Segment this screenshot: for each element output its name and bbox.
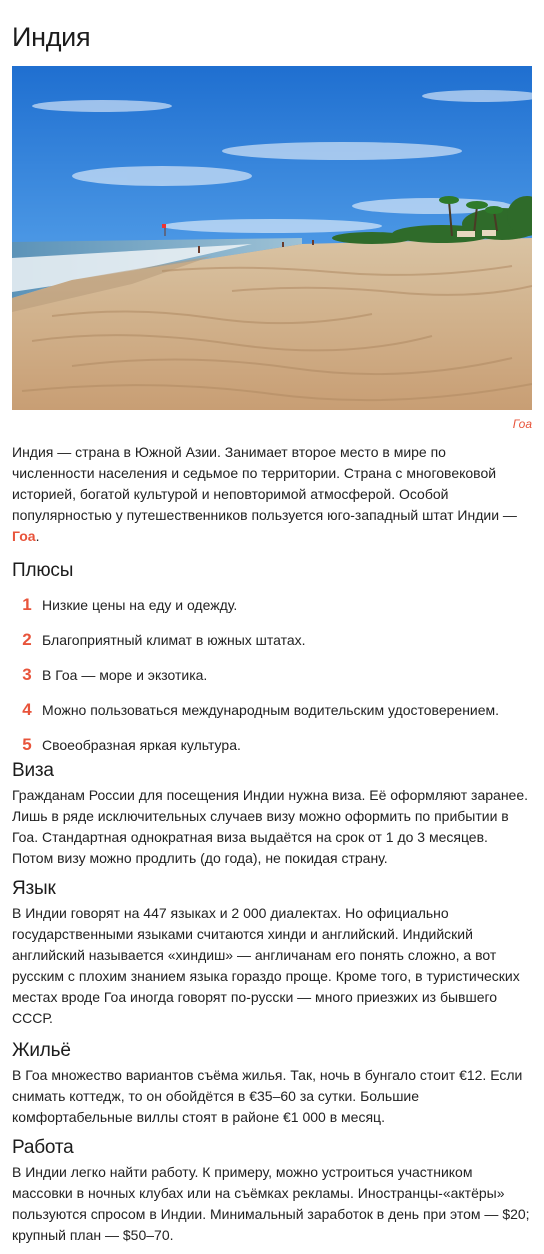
intro-text-end: . (35, 528, 40, 544)
intro-text: Индия — страна в Южной Азии. Занимает второе место в мире по численности населения и седьмое по территории. Страна с многовековой историей, богатой культурой и неповторимой атмосферой. Особой популярностью у путешественников пользуется юго-западный штат Индии — (12, 444, 517, 523)
list-item-text: Своеобразная яркая культура. (42, 736, 241, 753)
list-number: 5 (22, 734, 32, 754)
list-item (12, 657, 532, 692)
list-item (12, 692, 532, 727)
pluses-heading: Плюсы (12, 560, 74, 581)
photo-caption: Гоа (512, 417, 532, 431)
list-number: 3 (22, 664, 32, 684)
list-item (12, 622, 532, 657)
housing-heading: Жильё (12, 1040, 71, 1061)
list-item-text: Благоприятный климат в южных штатах. (42, 631, 306, 648)
work-paragraph: В Индии легко найти работу. К примеру, можно устроиться участником массовки в ночных клубах или на съёмках рекламы. Иностранцы-«актёры» пользуются спросом в Индии. Минимальный заработок в день при этом — $20; крупный план — $50–70. (12, 1164, 530, 1243)
list-item-text: Низкие цены на еду и одежду. (42, 596, 238, 613)
list-item-text: В Гоа — море и экзотика. (42, 666, 208, 683)
beach-photo (12, 66, 532, 410)
list-item (12, 727, 532, 762)
visa-heading: Виза (12, 760, 54, 781)
goa-link[interactable]: Гоа (12, 528, 36, 544)
page-title: Индия (12, 22, 91, 52)
language-paragraph: В Индии говорят на 447 языках и 2 000 диалектах. Но официально государственными языками считаются хинди и английский. Индийский английский называется «хиндиш» — англичанам его понять сложно, а вот русским с плохим знанием языка гораздо проще. Кроме того, в туристических местах вроде Гоа иногда говорят по-русски — много приезжих из бывшего СССР. (12, 905, 520, 1026)
housing-paragraph: В Гоа множество вариантов съёма жилья. Так, ночь в бунгало стоит €12. Если снимать коттедж, то он обойдётся в €35–60 за сутки. Большие комфортабельные виллы стоят в районе €1 000 в месяц. (12, 1067, 523, 1125)
work-heading: Работа (12, 1137, 74, 1158)
list-number: 1 (22, 594, 32, 614)
language-heading: Язык (12, 878, 56, 899)
list-item (12, 587, 532, 622)
intro-paragraph (12, 442, 532, 547)
pluses-list (12, 587, 532, 762)
list-number: 2 (22, 629, 32, 649)
visa-paragraph: Гражданам России для посещения Индии нужна виза. Её оформляют заранее. Лишь в ряде исключительных случаев визу можно оформить по прибытии в Гоа. Стандартная однократная виза выдаётся на срок от 1 до 3 месяцев. Потом визу можно продлить (до года), не покидая страну. (12, 787, 529, 866)
list-number: 4 (22, 699, 32, 719)
list-item-text: Можно пользоваться международным водительским удостоверением. (42, 701, 500, 718)
